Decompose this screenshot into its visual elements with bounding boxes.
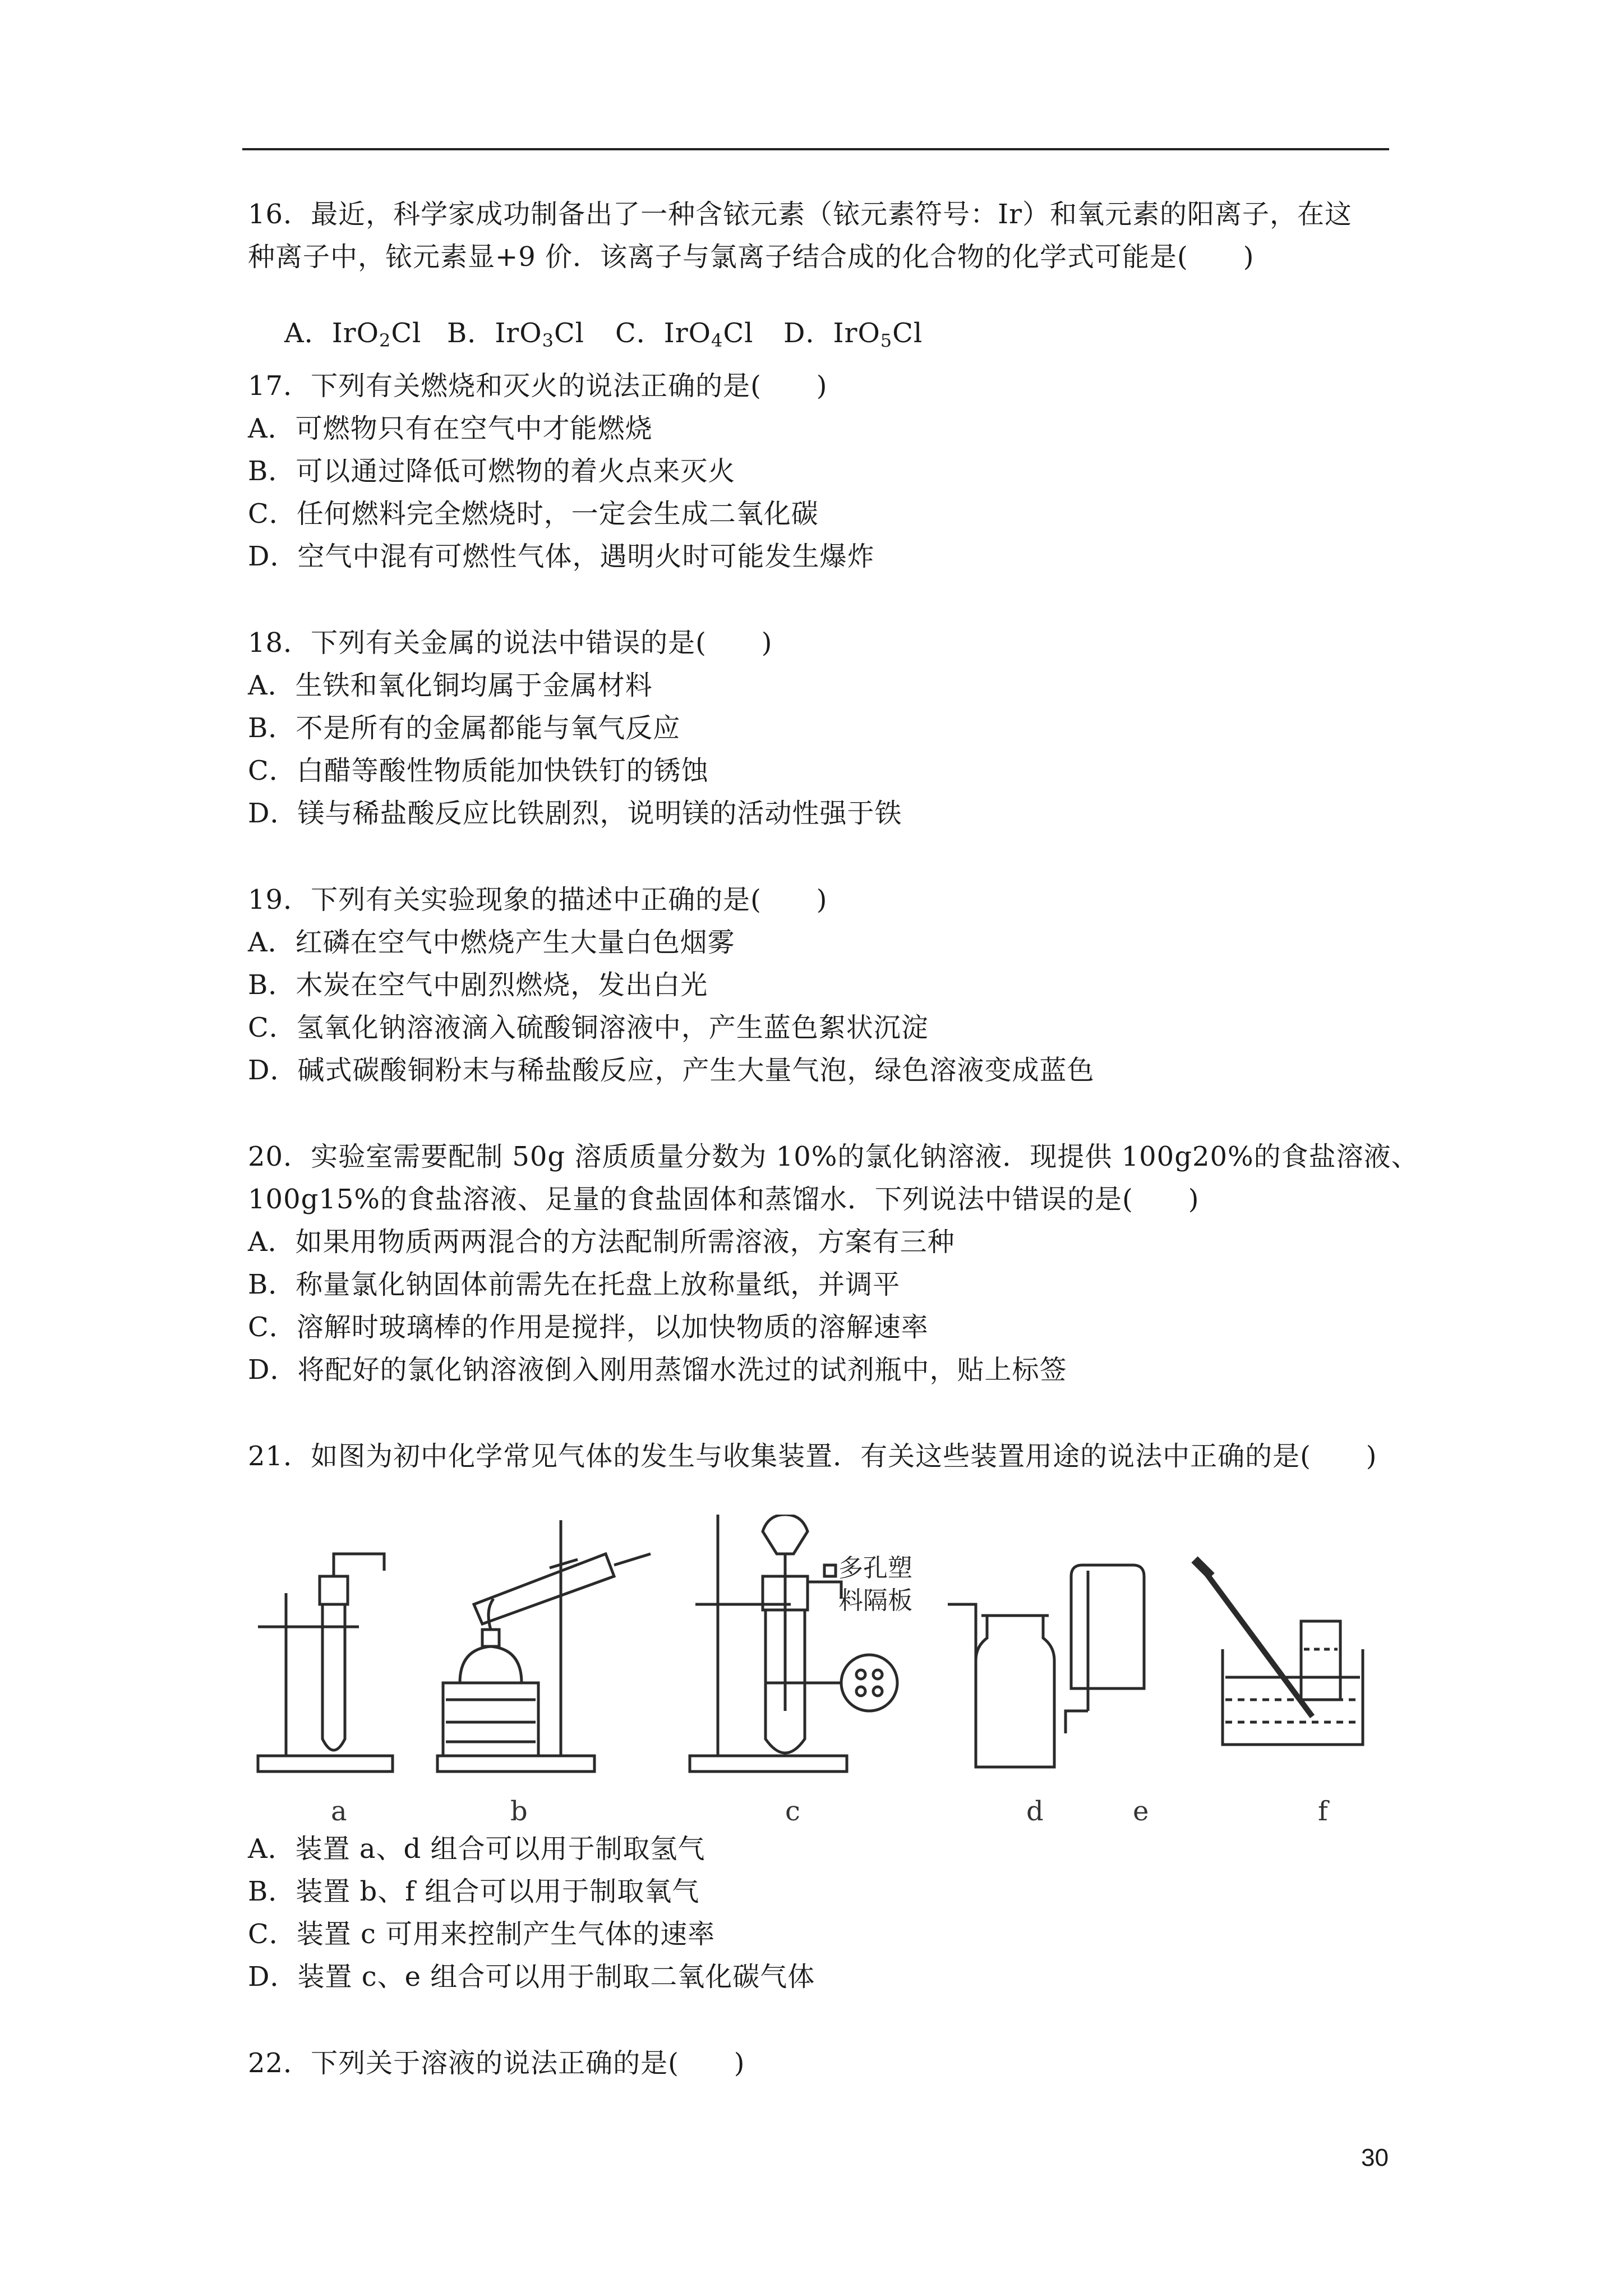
- question-20-stem-line1: 20．实验室需要配制 50g 溶质质量分数为 10%的氯化钠溶液．现提供 100g20%的食盐溶液、: [248, 1141, 1419, 1172]
- question-18-option-c: C．白醋等酸性物质能加快铁钉的锈蚀: [248, 755, 709, 786]
- question-21-option-b: B．装置 b、f 组合可以用于制取氧气: [248, 1876, 700, 1907]
- apparatus-d-gas-bottle: [948, 1604, 1054, 1767]
- question-19-option-b: B．木炭在空气中剧烈燃烧，发出白光: [248, 969, 708, 1001]
- question-17-option-d: D．空气中混有可燃性气体，遇明火时可能发生爆炸: [248, 541, 875, 572]
- apparatus-figure: [247, 1515, 1430, 1829]
- question-18-option-a: A．生铁和氧化铜均属于金属材料: [248, 670, 653, 701]
- question-20-option-a: A．如果用物质两两混合的方法配制所需溶液，方案有三种: [248, 1226, 955, 1258]
- question-19-stem: 19．下列有关实验现象的描述中正确的是( ): [248, 884, 828, 915]
- option-c: C．IrO$_4$Cl: [615, 318, 754, 351]
- question-21-option-d: D．装置 c、e 组合可以用于制取二氧化碳气体: [248, 1961, 815, 1993]
- question-19-option-a: A．红磷在空气中燃烧产生大量白色烟雾: [248, 927, 735, 958]
- header-rule: [242, 148, 1389, 150]
- annotation-line1: 多孔塑: [838, 1554, 912, 1582]
- question-21-stem: 21．如图为初中化学常见气体的发生与收集装置．有关这些装置用途的说法中正确的是( ): [248, 1441, 1377, 1472]
- question-17-stem: 17．下列有关燃烧和灭火的说法正确的是( ): [248, 370, 828, 402]
- label-f: f: [1318, 1796, 1328, 1827]
- apparatus-e-inverted-bottle: [1066, 1565, 1144, 1733]
- option-b: B．IrO$_3$Cl: [447, 318, 585, 351]
- question-18-option-b: B．不是所有的金属都能与氧气反应: [248, 712, 681, 744]
- question-19-option-c: C．氢氧化钠溶液滴入硫酸铜溶液中，产生蓝色絮状沉淀: [248, 1012, 929, 1043]
- question-20-option-c: C．溶解时玻璃棒的作用是搅拌，以加快物质的溶解速率: [248, 1312, 929, 1343]
- question-20-option-d: D．将配好的氯化钠溶液倒入刚用蒸馏水洗过的试剂瓶中，贴上标签: [248, 1354, 1067, 1386]
- question-18-option-d: D．镁与稀盐酸反应比铁剧烈，说明镁的活动性强于铁: [248, 798, 902, 829]
- question-17-option-c: C．任何燃料完全燃烧时，一定会生成二氧化碳: [248, 498, 819, 530]
- question-16-stem-line1: 16．最近，科学家成功制备出了一种含铱元素（铱元素符号：Ir）和氧元素的阳离子，在这: [248, 199, 1352, 230]
- question-16-stem-line2: 种离子中，铱元素显+9 价．该离子与氯离子结合成的化合物的化学式可能是( ): [248, 241, 1255, 273]
- annotation-line2: 料隔板: [838, 1586, 912, 1615]
- question-17-option-a: A．可燃物只有在空气中才能燃烧: [248, 413, 653, 444]
- apparatus-a-test-tube: [258, 1554, 393, 1772]
- option-d: D．IrO$_5$Cl: [783, 318, 923, 351]
- question-20-stem-line2: 100g15%的食盐溶液、足量的食盐固体和蒸馏水．下列说法中错误的是( ): [248, 1184, 1200, 1215]
- question-21-option-a: A．装置 a、d 组合可以用于制取氢气: [248, 1833, 706, 1865]
- label-c: c: [785, 1796, 800, 1827]
- question-21-option-c: C．装置 c 可用来控制产生气体的速率: [248, 1918, 716, 1950]
- apparatus-f-water-trough: [1195, 1559, 1363, 1745]
- apparatus-c-generator: [690, 1515, 897, 1772]
- label-e: e: [1133, 1796, 1149, 1827]
- question-18-stem: 18．下列有关金属的说法中错误的是( ): [248, 627, 773, 659]
- question-19-option-d: D．碱式碳酸铜粉末与稀盐酸反应，产生大量气泡，绿色溶液变成蓝色: [248, 1055, 1095, 1086]
- label-b: b: [510, 1796, 528, 1827]
- question-20-option-b: B．称量氯化钠固体前需先在托盘上放称量纸，并调平: [248, 1269, 901, 1300]
- question-17-option-b: B．可以通过降低可燃物的着火点来灭火: [248, 455, 736, 487]
- page-number: 30: [1361, 2144, 1389, 2171]
- option-a: A．IrO$_2$Cl: [284, 318, 422, 351]
- apparatus-b-heating: [437, 1520, 651, 1772]
- question-22-stem: 22．下列关于溶液的说法正确的是( ): [248, 2047, 745, 2079]
- label-d: d: [1026, 1796, 1044, 1827]
- label-a: a: [331, 1796, 347, 1827]
